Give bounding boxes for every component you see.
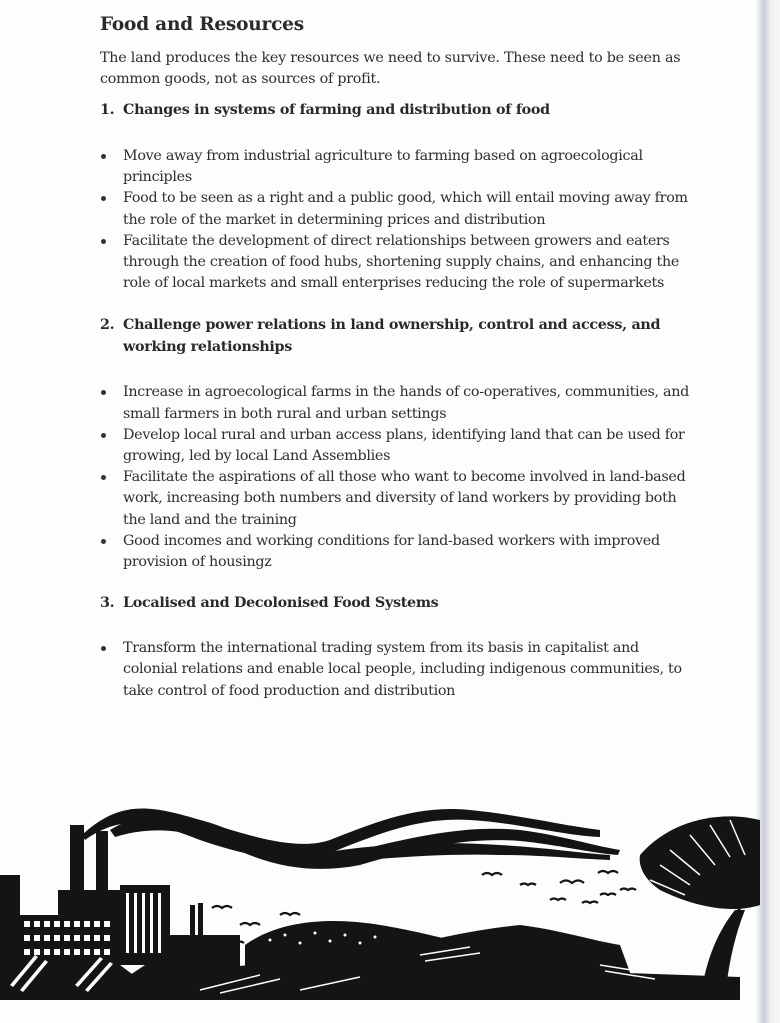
bullet-icon	[100, 188, 123, 230]
bird-icon	[240, 923, 260, 925]
section-number: 1.	[100, 102, 115, 118]
bullet-list-3	[100, 638, 690, 702]
bird-icon	[598, 871, 618, 873]
list-item: Facilitate the aspirations of all those who want to become involved in land-based work, increasing both numbers and diversity of land workers by providing both the land and the training	[100, 467, 690, 531]
bullet-icon	[100, 638, 123, 702]
factory-windows	[24, 921, 110, 955]
chimney	[190, 905, 195, 935]
intro-paragraph: The land produces the key resources we need to survive. These need to be seen as common goods, not as sources of profit.	[100, 50, 681, 87]
bullet-icon	[100, 146, 123, 188]
bird-icon	[600, 894, 616, 896]
bird-icon	[280, 913, 300, 915]
section-number: 2.	[100, 317, 115, 334]
section-heading-3	[100, 592, 690, 614]
bullet-list-2	[100, 382, 690, 573]
document-content	[100, 12, 690, 702]
bird-icon	[228, 942, 244, 944]
bird-icon	[550, 899, 566, 901]
list-item: Increase in agroecological farms in the hands of co-operatives, communities, and small farmers in both rural and urban settings	[100, 382, 690, 424]
list-item: Move away from industrial agriculture to farming based on agroecological principles	[100, 146, 690, 188]
list-item: Transform the international trading system from its basis in capitalist and colonial relations and enable local people, including indigenous communities, to take control of food production and distribution	[100, 638, 690, 702]
landscape-illustration	[0, 795, 770, 1005]
page-title: Food and Resources	[100, 14, 304, 35]
chimney	[198, 903, 203, 935]
section-heading-1	[100, 99, 690, 121]
bird-icon	[620, 889, 636, 891]
section-title: Challenge power relations in land ownership, control and access, and working relationships	[123, 317, 661, 356]
bullet-icon	[100, 467, 123, 531]
bullet-icon	[100, 425, 123, 467]
bird-icon	[560, 881, 584, 884]
woodcut-illustration	[0, 795, 770, 1005]
bullet-icon	[100, 531, 123, 573]
bullet-icon	[100, 382, 123, 424]
list-item: Facilitate the development of direct relationships between growers and eaters through the creation of food hubs, shortening supply chains, and enhancing the role of local markets and small enterprises reducing the role of supermarkets	[100, 231, 690, 295]
bullet-icon	[100, 231, 123, 295]
bird-icon	[582, 902, 598, 904]
bird-icon	[212, 906, 232, 908]
section-title: Localised and Decolonised Food Systems	[123, 595, 439, 612]
section-heading-2	[100, 314, 690, 358]
list-item: Food to be seen as a right and a public good, which will entail moving away from the role of the market in determining prices and distribution	[100, 188, 690, 230]
bullet-list-1	[100, 146, 690, 294]
list-item: Good incomes and working conditions for land-based workers with improved provision of housingz	[100, 531, 690, 573]
list-item: Develop local rural and urban access plans, identifying land that can be used for growing, led by local Land Assemblies	[100, 425, 690, 467]
bird-icon	[520, 884, 536, 886]
section-number: 3.	[100, 595, 115, 612]
bird-icon	[482, 873, 502, 875]
section-title: Changes in systems of farming and distribution of food	[123, 102, 550, 118]
tree-canopy	[640, 816, 760, 909]
